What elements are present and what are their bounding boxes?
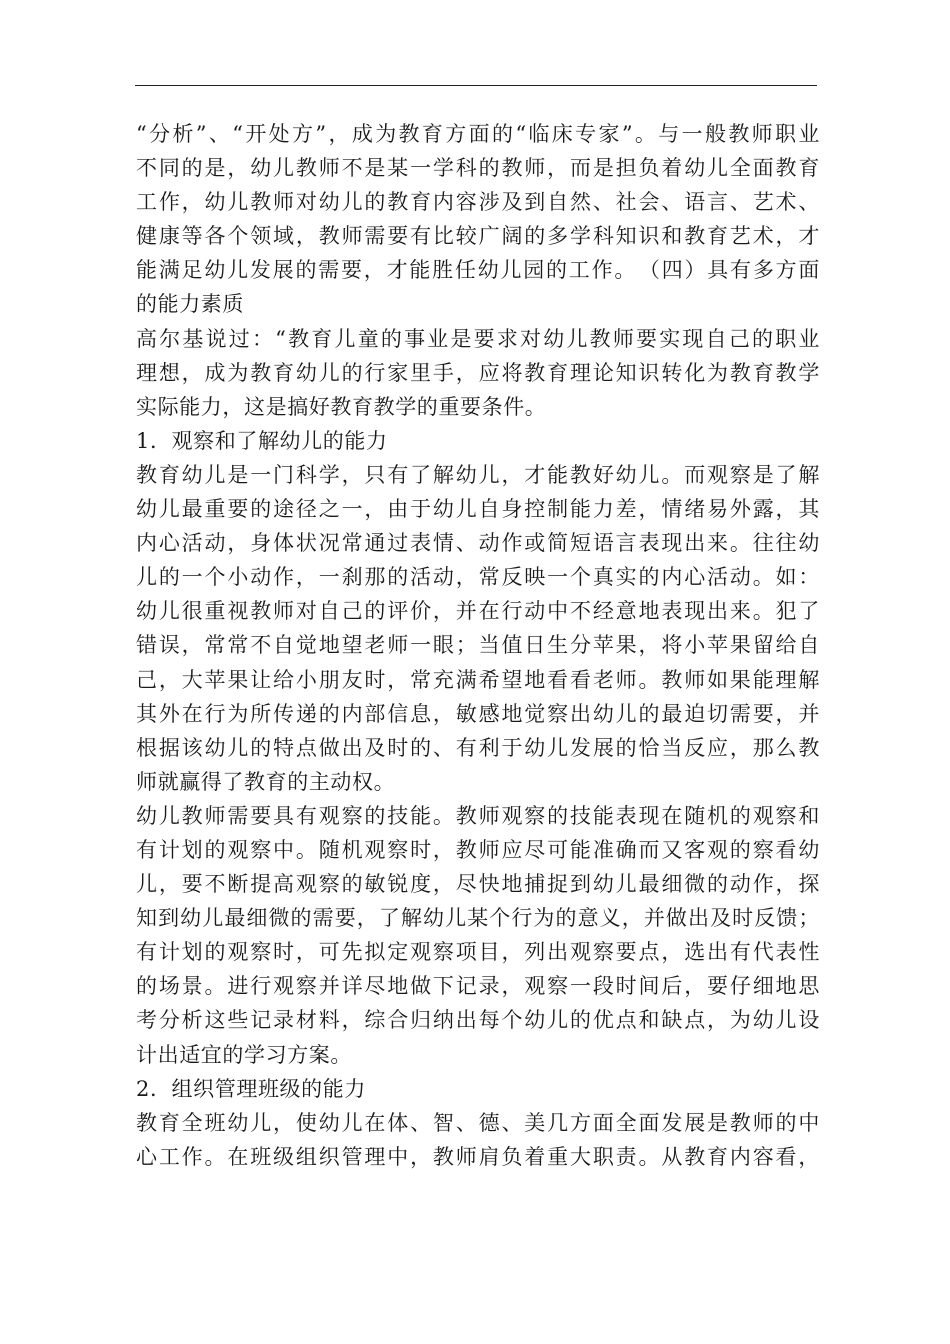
text-line: 不同的是，幼儿教师不是某一学科的教师，而是担负着幼儿全面教育 bbox=[136, 156, 820, 181]
text-line: 考分析这些记录材料，综合归纳出每个幼儿的优点和缺点，为幼儿设 bbox=[136, 1008, 820, 1033]
text-line: 1．观察和了解幼儿的能力 bbox=[136, 428, 388, 453]
text-line: 的能力素质 bbox=[136, 292, 244, 317]
text-line: 2．组织管理班级的能力 bbox=[136, 1076, 366, 1101]
text-line: 内心活动，身体状况常通过表情、动作或简短语言表现出来。往往幼 bbox=[136, 531, 820, 556]
text-line: 教育幼儿是一门科学，只有了解幼儿，才能教好幼儿。而观察是了解 bbox=[136, 462, 820, 487]
text-line: 有计划的观察中。随机观察时，教师应尽可能准确而又客观的察看幼 bbox=[136, 837, 820, 862]
header-rule bbox=[135, 85, 817, 86]
text-line: 幼儿很重视教师对自己的评价，并在行动中不经意地表现出来。犯了 bbox=[136, 599, 820, 624]
text-line: 工作，幼儿教师对幼儿的教育内容涉及到自然、社会、语言、艺术、 bbox=[136, 190, 820, 215]
text-line: 能满足幼儿发展的需要，才能胜任幼儿园的工作。 （四）具有多方面 bbox=[136, 258, 820, 283]
text-line: 其外在行为所传递的内部信息，敏感地觉察出幼儿的最迫切需要，并 bbox=[136, 701, 820, 726]
text-line: 健康等各个领域，教师需要有比较广阔的多学科知识和教育艺术，才 bbox=[136, 224, 820, 249]
text-line: 有计划的观察时，可先拟定观察项目，列出观察要点，选出有代表性 bbox=[136, 940, 820, 965]
text-line: 儿的一个小动作，一刹那的活动，常反映一个真实的内心活动。如： bbox=[136, 565, 820, 590]
text-line: 计出适宜的学习方案。 bbox=[136, 1042, 352, 1067]
text-line: 高尔基说过：“教育儿童的事业是要求对幼儿教师要实现自己的职业 bbox=[136, 326, 820, 351]
text-line: 理想，成为教育幼儿的行家里手，应将教育理论知识转化为教育教学 bbox=[136, 360, 820, 385]
text-line: 的场景。进行观察并详尽地做下记录，观察一段时间后，要仔细地思 bbox=[136, 974, 820, 999]
text-line: 儿，要不断提高观察的敏锐度，尽快地捕捉到幼儿最细微的动作，探 bbox=[136, 872, 820, 897]
body-text bbox=[136, 117, 820, 1174]
text-line: 知到幼儿最细微的需要，了解幼儿某个行为的意义，并做出及时反馈； bbox=[136, 906, 820, 931]
text-line: 幼儿教师需要具有观察的技能。教师观察的技能表现在随机的观察和 bbox=[136, 803, 820, 828]
text-line: 根据该幼儿的特点做出及时的、有利于幼儿发展的恰当反应，那么教 bbox=[136, 735, 820, 760]
text-line: 己，大苹果让给小朋友时，常充满希望地看看老师。教师如果能理解 bbox=[136, 667, 820, 692]
text-line: 教育全班幼儿，使幼儿在体、智、德、美几方面全面发展是教师的中 bbox=[136, 1110, 820, 1135]
text-line: 心工作。在班级组织管理中，教师肩负着重大职责。从教育内容看， bbox=[136, 1144, 820, 1169]
text-line: “分析”、“开处方”，成为教育方面的“临床专家”。与一般教师职业 bbox=[136, 122, 820, 146]
text-line: 错误，常常不自觉地望老师一眼；当值日生分苹果，将小苹果留给自 bbox=[136, 633, 820, 658]
text-line: 实际能力，这是搞好教育教学的重要条件。 bbox=[136, 394, 547, 419]
text-line: 幼儿最重要的途径之一，由于幼儿自身控制能力差，情绪易外露，其 bbox=[136, 497, 820, 522]
text-line: 师就赢得了教育的主动权。 bbox=[136, 769, 396, 794]
